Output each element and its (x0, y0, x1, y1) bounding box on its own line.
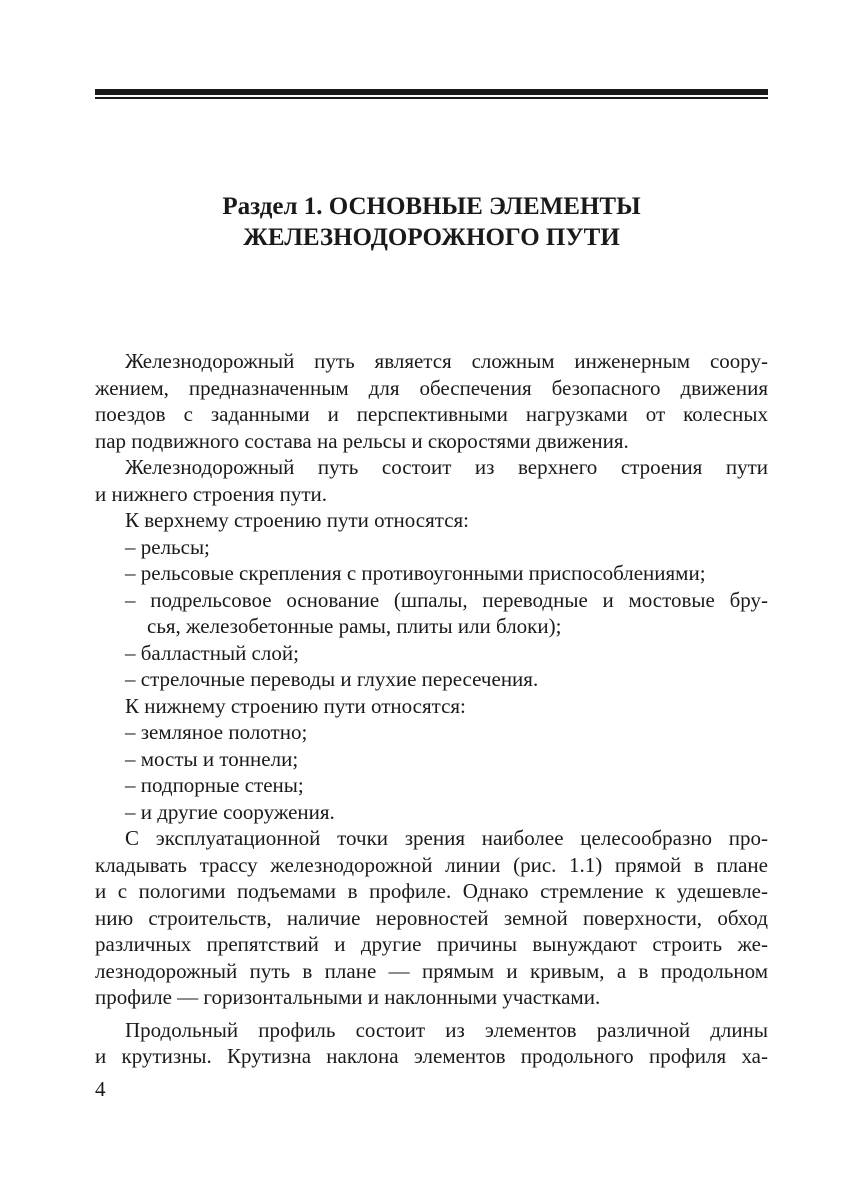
list-item: – подрельсовое основание (шпалы, переводные и мостовые бру- (125, 587, 768, 612)
text-line: профиле — горизонтальными и наклонными участками. (95, 985, 601, 1009)
text-line: С эксплуатационной точки зрения наиболее целесообразно про- (125, 826, 768, 850)
text-line: Железнодорожный путь является сложным инженерным соору- (125, 349, 768, 373)
text-line: кладывать трассу железнодорожной линии (рис. 1.1) прямой в плане (95, 852, 768, 877)
list-item: – рельсы; (125, 534, 210, 559)
list-item-continuation: сья, железобетонные рамы, плиты или блоки); (147, 614, 562, 638)
text-line: и с пологими подъемами в профиле. Однако стремление к удешевле- (95, 879, 768, 903)
text-line: различных препятствий и другие причины вынуждают строить же- (95, 932, 768, 956)
header-rule-thick (95, 89, 768, 95)
text-line: Продольный профиль состоит из элементов различной длины (125, 1017, 768, 1042)
text-line: жением, предназначенным для обеспечения безопасного движения (95, 375, 768, 400)
paragraph-3 (95, 825, 768, 1011)
text-line: Железнодорожный путь состоит из верхнего строения пути (125, 455, 768, 479)
text-line: лезнодорожный путь в плане — прямым и кривым, а в продольном (95, 958, 768, 983)
paragraph-2 (95, 454, 768, 507)
lower-structure-list (95, 693, 768, 826)
upper-structure-list (95, 507, 768, 693)
text-line: поездов с заданными и перспективными нагрузками от колесных (95, 402, 768, 426)
list-item: – подпорные стены; (125, 773, 304, 797)
text-line: и нижнего строения пути. (95, 481, 327, 506)
page-number: 4 (95, 1077, 106, 1101)
list-intro: К нижнему строению пути относятся: (125, 693, 466, 718)
list-item: – рельсовые скрепления с противоугонными приспособлениями; (125, 561, 706, 585)
header-rule-thin (95, 97, 768, 99)
paragraph-1 (95, 348, 768, 454)
text-line: нию строительств, наличие неровностей земной поверхности, обход (95, 905, 768, 930)
section-title (95, 191, 768, 253)
text-line: и крутизны. Крутизна наклона элементов продольного профиля ха- (95, 1044, 768, 1068)
body-text (95, 348, 768, 1070)
list-intro: К верхнему строению пути относятся: (125, 508, 470, 532)
list-item: – и другие сооружения. (125, 799, 335, 824)
text-line: пар подвижного состава на рельсы и скоростями движения. (95, 428, 629, 453)
list-item: – мосты и тоннели; (125, 746, 299, 771)
section-title-line-2: ЖЕЛЕЗНОДОРОЖНОГО ПУТИ (243, 224, 620, 251)
list-item: – стрелочные переводы и глухие пересечения. (125, 667, 539, 691)
paragraph-4 (95, 1017, 768, 1070)
list-item: – балластный слой; (125, 640, 299, 665)
section-title-line-1: Раздел 1. ОСНОВНЫЕ ЭЛЕМЕНТЫ (222, 193, 641, 220)
list-item: – земляное полотно; (125, 720, 308, 744)
